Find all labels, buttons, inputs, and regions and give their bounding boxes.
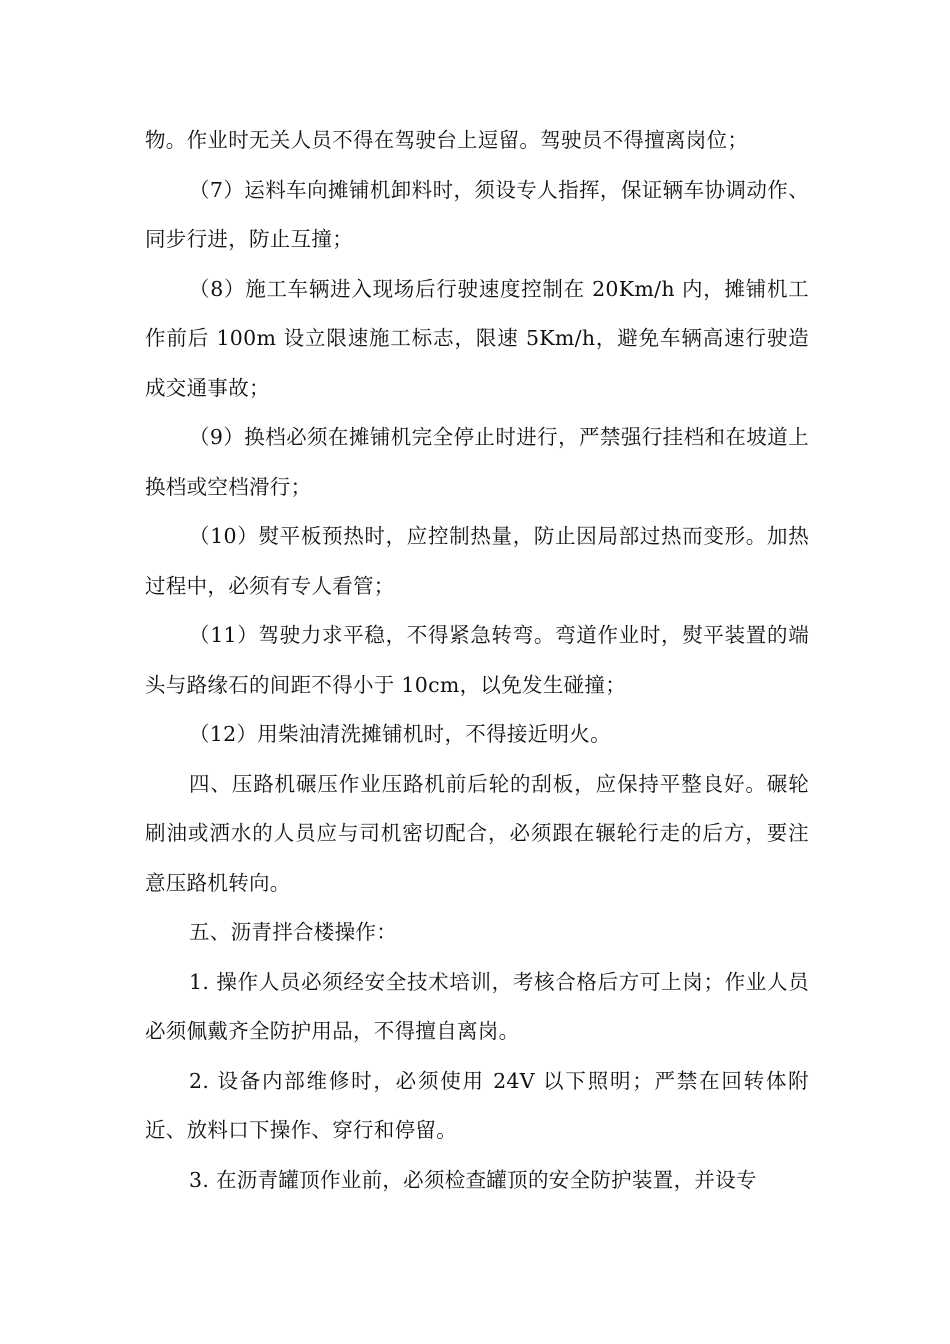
paragraph-section-5-heading: 五、沥青拌合楼操作： <box>189 920 397 944</box>
paragraph-section-5-item-1: 1. 操作人员必须经安全技术培训，考核合格后方可上岗；作业人员必须佩戴齐全防护用品，不得擅自离岗。 <box>145 969 809 1043</box>
paragraph-section-4: 四、压路机碾压作业压路机前后轮的刮板，应保持平整良好。碾轮刷油或洒水的人员应与司机密切配合，必须跟在辗轮行走的后方，要注意压路机转向。 <box>145 771 809 895</box>
paragraph-section-5-item-3: 3. 在沥青罐顶作业前，必须检查罐顶的安全防护装置，并设专 <box>189 1167 757 1192</box>
paragraph-item-8: （8）施工车辆进入现场后行驶速度控制在 20Km/h 内，摊铺机工作前后 100m 设立限速施工标志，限速 5Km/h，避免车辆高速行驶造成交通事故； <box>145 276 809 400</box>
paragraph-continuation: 物。作业时无关人员不得在驾驶台上逗留。驾驶员不得擅离岗位； <box>145 128 749 152</box>
paragraph-item-10: （10）熨平板预热时，应控制热量，防止因局部过热而变形。加热过程中，必须有专人看管； <box>145 524 809 598</box>
paragraph-item-7: （7）运料车向摊铺机卸料时，须设专人指挥，保证辆车协调动作、同步行进，防止互撞； <box>145 177 809 251</box>
paragraph-section-5-item-2: 2. 设备内部维修时，必须使用 24V 以下照明；严禁在回转体附近、放料口下操作、穿行和停留。 <box>145 1068 809 1142</box>
document-body <box>145 116 809 1205</box>
paragraph-item-9: （9）换档必须在摊铺机完全停止时进行，严禁强行挂档和在坡道上换档或空档滑行； <box>145 425 809 499</box>
paragraph-item-11: （11）驾驶力求平稳，不得紧急转弯。弯道作业时，熨平装置的端头与路缘石的间距不得小于 10cm，以免发生碰撞； <box>145 623 809 697</box>
paragraph-item-12: （12）用柴油清洗摊铺机时，不得接近明火。 <box>189 722 611 746</box>
